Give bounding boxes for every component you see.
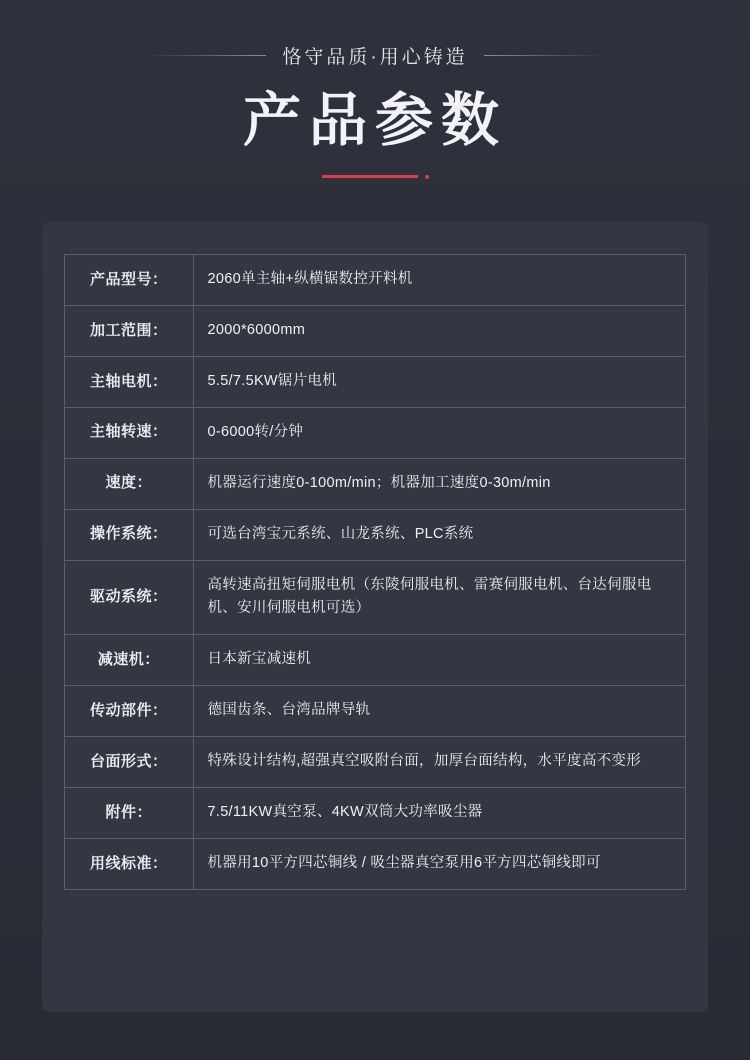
- spec-value: 机器用10平方四芯铜线 / 吸尘器真空泵用6平方四芯铜线即可: [193, 839, 685, 890]
- table-row: [65, 305, 685, 356]
- spec-label: 操作系统：: [65, 509, 193, 560]
- spec-value: 7.5/11KW真空泵、4KW双筒大功率吸尘器: [193, 788, 685, 839]
- table-row: [65, 635, 685, 686]
- accent-dot: [425, 175, 429, 179]
- table-row: [65, 407, 685, 458]
- spec-value: 可选台湾宝元系统、山龙系统、PLC系统: [193, 509, 685, 560]
- page-header: [0, 0, 750, 179]
- table-row: [65, 788, 685, 839]
- spec-label: 附件：: [65, 788, 193, 839]
- subtitle-row: [0, 42, 750, 69]
- spec-label: 传动部件：: [65, 686, 193, 737]
- subtitle-divider-right: [484, 55, 604, 56]
- spec-label: 驱动系统：: [65, 560, 193, 635]
- subtitle-divider-left: [146, 55, 266, 56]
- table-row: [65, 839, 685, 890]
- accent-bar: [322, 175, 418, 178]
- spec-table-body: [65, 255, 685, 889]
- table-row: [65, 509, 685, 560]
- spec-value: 2000*6000mm: [193, 305, 685, 356]
- spec-label: 主轴电机：: [65, 356, 193, 407]
- table-row: [65, 686, 685, 737]
- spec-label: 减速机：: [65, 635, 193, 686]
- spec-value: 特殊设计结构,超强真空吸附台面，加厚台面结构，水平度高不变形: [193, 737, 685, 788]
- spec-card: [42, 222, 708, 1012]
- table-row: [65, 560, 685, 635]
- spec-label: 用线标准：: [65, 839, 193, 890]
- table-row: [65, 356, 685, 407]
- spec-value: 0-6000转/分钟: [193, 407, 685, 458]
- table-row: [65, 255, 685, 305]
- spec-label: 加工范围：: [65, 305, 193, 356]
- spec-value: 机器运行速度0-100m/min；机器加工速度0-30m/min: [193, 458, 685, 509]
- spec-table-wrap: [64, 254, 686, 890]
- page-subtitle: 恪守品质·用心铸造: [282, 47, 468, 68]
- table-row: [65, 737, 685, 788]
- spec-value: 日本新宝减速机: [193, 635, 685, 686]
- spec-label: 速度：: [65, 458, 193, 509]
- spec-value: 2060单主轴+纵横锯数控开料机: [193, 255, 685, 305]
- spec-value: 德国齿条、台湾品牌导轨: [193, 686, 685, 737]
- spec-value: 高转速高扭矩伺服电机（东陵伺服电机、雷赛伺服电机、台达伺服电机、安川伺服电机可选）: [193, 560, 685, 635]
- page-title: 产品参数: [242, 88, 507, 153]
- spec-table: [65, 255, 685, 890]
- spec-label: 产品型号：: [65, 255, 193, 305]
- spec-value: 5.5/7.5KW锯片电机: [193, 356, 685, 407]
- spec-label: 台面形式：: [65, 737, 193, 788]
- title-accent: [0, 175, 750, 179]
- spec-label: 主轴转速：: [65, 407, 193, 458]
- table-row: [65, 458, 685, 509]
